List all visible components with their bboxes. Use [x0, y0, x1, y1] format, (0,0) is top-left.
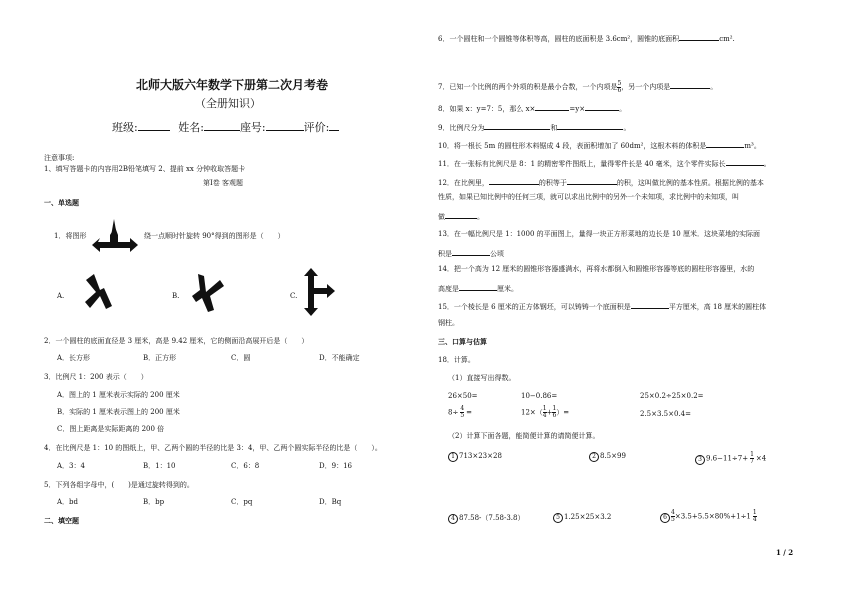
student-info [112, 119, 339, 135]
q5-option-c[interactable]: C．pq [231, 498, 253, 506]
q10-blank[interactable] [706, 138, 744, 148]
q4-option-b[interactable]: B．1：10 [143, 462, 176, 470]
q13-line2: 积是 公顷 [438, 246, 504, 259]
calc-1-3: 25×0.2÷25×0.2= [640, 392, 704, 400]
grade-blank[interactable] [329, 121, 339, 131]
q2-option-d[interactable]: D．不能确定 [319, 354, 360, 362]
q13-blank[interactable] [452, 246, 490, 256]
q3-option-a[interactable]: A．图上的 1 厘米表示实际的 200 厘米 [57, 391, 180, 399]
volume-heading: 第Ⅰ卷 客观题 [203, 179, 243, 187]
page-title: 北师大版六年数学下册第二次月考卷 [136, 78, 329, 92]
q1-option-a-label[interactable]: A. [57, 292, 65, 300]
q11: 11．在一张标有比例尺是 8：1 的精密零件图纸上，量得零件长是 40 毫米，这个零件实际长 。 [438, 156, 771, 169]
q14-blank[interactable] [459, 281, 497, 291]
section-mental-math: 三、口算与估算 [438, 338, 487, 346]
q3-option-b[interactable]: B．实际的 1 厘米表示图上的 200 厘米 [57, 408, 180, 416]
q1-option-a-shape-icon[interactable] [82, 272, 116, 314]
q5-option-d[interactable]: D．Bq [319, 498, 342, 506]
q5-option-a[interactable]: A．bd [57, 498, 79, 506]
q7-blank[interactable] [670, 79, 710, 89]
q1-text-post: 绕一点顺时针旋转 90°得到的图形是（ ） [144, 232, 285, 240]
q6-blank[interactable] [679, 31, 719, 41]
notes-line: 1、填写答题卡的内容用2B铅笔填写 2、提前 xx 分钟收取答题卡 [44, 165, 246, 173]
q5-text: 5．下列各组字母中，( )是通过旋转得到的。 [44, 481, 194, 489]
q9-blank-1[interactable] [484, 120, 550, 130]
page-number: 1 / 2 [776, 548, 794, 557]
notes-heading: 注意事项: [44, 154, 75, 162]
q8-blank-1[interactable] [535, 101, 569, 111]
q10: 10．将一根长 5m 的圆柱形木料锯成 4 段，表面积增加了 60dm²，这根木料的体积是 m³。 [438, 138, 761, 151]
problem-6: 6 $\frac{4}{5}$ ×3.5+5.5×80%+1÷1 $\frac{1}{4}$ [660, 510, 757, 523]
page-subtitle: （全册知识） [195, 97, 261, 110]
seat-label: 座号: [239, 121, 266, 134]
q15: 15．一个棱长是 6 厘米的正方体钢坯，可以铸铸一个底面积是 平方厘米，高 18 厘米的圆柱体 [438, 299, 766, 312]
q4-option-c[interactable]: C．6：8 [231, 462, 260, 470]
name-blank[interactable] [204, 121, 240, 131]
problem-3: 3 9.6−11÷7+ $\frac{1}{7}$ ×4 [695, 452, 766, 465]
q14: 14．把一个高为 12 厘米的圆锥形容器盛满水，再将水都倒入和圆锥形容器等底的圆柱形容器里，水的 [438, 265, 755, 273]
q2-text: 2．一个圆柱的底面直径是 3 厘米，高是 9.42 厘米，它的侧面沿高展开后是（ ） [44, 337, 309, 345]
q12-blank-2[interactable] [567, 175, 617, 185]
q18-part1: （1）直接写出得数。 [448, 374, 516, 382]
calc-2-2: 12×（ $\frac{1}{4}$ + $\frac{1}{6}$ ）= [521, 405, 570, 419]
problem-2: 2 8.5×99 [589, 452, 626, 462]
q12-line3: 做 。 [438, 209, 484, 222]
q18-part2: （2）计算下面各题，能简便计算的请简便计算。 [448, 432, 600, 440]
class-label: 班级: [112, 121, 138, 134]
q14-line2: 高度是 厘米。 [438, 281, 518, 294]
calc-2-1: 8÷ $\frac{4}{5}$ = [448, 405, 473, 419]
q13: 13．在一幅比例尺是 1：1000 的平面图上，量得一块正方形菜地的边长是 10 厘米．这块菜地的实际面 [438, 230, 760, 238]
problem-4: 4 87.58-（7.58-3.8） [448, 513, 525, 524]
q1-option-b-label[interactable]: B. [172, 292, 180, 300]
q1-option-c-label[interactable]: C. [290, 292, 298, 300]
q15-blank[interactable] [631, 299, 669, 309]
q11-blank[interactable] [726, 156, 764, 166]
q9-blank-2[interactable] [557, 120, 623, 130]
q12-line2: 性质，如果已知比例中的任何三项，就可以求出比例中的另外一个未知项，求比例中的未知项，叫 [438, 193, 739, 201]
q5-option-b[interactable]: B．bp [143, 498, 165, 506]
q2-option-a[interactable]: A．长方形 [57, 354, 91, 362]
q12: 12．在比例里， 的积等于 的积，这叫做比例的基本性质。根据比例的基本 [438, 175, 764, 188]
class-blank[interactable] [138, 121, 170, 131]
q18: 18．计算。 [438, 356, 475, 364]
q1-text-pre: 1．将图形 [54, 232, 87, 240]
name-label: 姓名: [178, 121, 204, 134]
q9: 9．比例尺分为 和 。 [438, 120, 630, 133]
q7-fraction: $\frac{5}{6}$ [617, 79, 622, 94]
section-single-choice: 一、单选题 [44, 199, 79, 207]
q15-line2: 钢柱。 [438, 319, 459, 327]
q2-option-b[interactable]: B．正方形 [143, 354, 177, 362]
section-fill-blank: 二、填空题 [44, 517, 79, 525]
problem-1: 1 713×23×28 [448, 452, 502, 462]
q6: 6．一个圆柱和一个圆锥等体积等高，圆柱的底面积是 3.6cm²，圆锥的底面积 cm². [438, 31, 735, 44]
q4-option-d[interactable]: D．9：16 [319, 462, 352, 470]
grade-label: 评价: [303, 121, 330, 134]
q1-option-c-shape-icon[interactable] [303, 266, 337, 318]
q1-option-b-shape-icon[interactable] [190, 272, 226, 314]
problem-5: 5 1.25×25×3.2 [553, 513, 611, 523]
q4-option-a[interactable]: A．3：4 [57, 462, 85, 470]
q3-option-c[interactable]: C．图上距离是实际距离的 200 倍 [57, 425, 165, 433]
seat-blank[interactable] [266, 121, 304, 131]
q7: 7．已知一个比例的两个外项的积是最小合数，一个内项是 $\frac{5}{6}$ ，另一个内项是 。 [438, 79, 718, 94]
calc-1-2: 10−0.86= [521, 392, 558, 400]
q3-text: 3．比例尺 1：200 表示（ ） [44, 373, 148, 381]
q12-blank-3[interactable] [445, 209, 477, 219]
q12-blank-1[interactable] [489, 175, 539, 185]
q4-text: 4．在比例尺是 1：10 的图纸上，甲、乙两个圆的半径的比是 3：4，甲、乙两个圆实际半径的比是（ ）。 [44, 444, 382, 452]
q8: 8．如果 x：y=7：5，那么 x× =y× 。 [438, 101, 626, 114]
calc-2-3: 2.5×3.5×0.4= [640, 410, 691, 418]
calc-1-1: 26×50= [448, 392, 478, 400]
q8-blank-2[interactable] [585, 101, 619, 111]
q1-shape-icon [90, 217, 140, 251]
q2-option-c[interactable]: C．圆 [231, 354, 251, 362]
